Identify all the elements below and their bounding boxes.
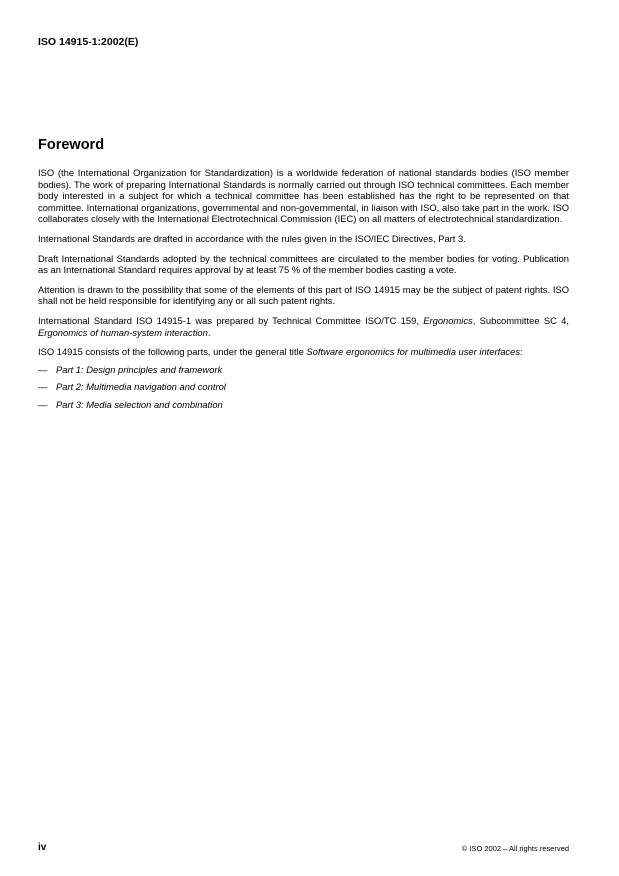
list-item: [38, 364, 569, 376]
paragraph-voting: Draft International Standards adopted by the technical committees are circulated to the member bodies for voting. Publication as an International Standard requires approval by at least 75 % of the member bodies casting a vote.: [38, 252, 569, 276]
parts-intro-general-title: Software ergonomics for multimedia user interfaces: [306, 346, 521, 358]
foreword-body: [38, 167, 569, 417]
tc-text-a: International Standard ISO 14915-1 was prepared by Technical Committee ISO/TC 159,: [38, 314, 424, 326]
paragraph-technical-committee: [38, 315, 569, 338]
part-1-title: Part 1: Design principles and framework: [56, 363, 223, 375]
paragraph-iso-federation: ISO (the International Organization for Standardization) is a worldwide federation of national standards bodies (ISO member bodies). The work of preparing International Standards is normally carried out through ISO technical committees. Each member body interested in a subject for which a technical committee has been established has the right to be represented on that committee. International organizations, governmental and non-governmental, in liaison with ISO, also take part in the work. ISO collaborates closely with the International Electrotechnical Commission (IEC) on all matters of electrotechnical standardization.: [38, 167, 569, 225]
list-dash: —: [38, 381, 48, 393]
paragraph-patent-rights: Attention is drawn to the possibility that some of the elements of this part of ISO 14915 may be the subject of patent rights. ISO shall not be held responsible for identifying any or all such patent rights.: [38, 283, 569, 307]
parts-intro-text: ISO 14915 consists of the following parts, under the general title: [38, 346, 307, 358]
tc-text-b: , Subcommittee SC 4,: [472, 314, 569, 326]
parts-intro-colon: :: [520, 346, 523, 358]
part-2-title: Part 2: Multimedia navigation and control: [56, 381, 226, 393]
list-item: [38, 381, 569, 393]
list-item: [38, 399, 569, 411]
tc-text-c: .: [207, 326, 211, 338]
tc-italic-ergonomics: Ergonomics: [423, 314, 473, 326]
page-title: Foreword: [38, 137, 105, 153]
tc-italic-subcommittee: Ergonomics of human-system interaction: [38, 326, 208, 338]
document-id: ISO 14915-1:2002(E): [38, 36, 139, 48]
part-3-title: Part 3: Media selection and combination: [56, 398, 223, 410]
page-number: iv: [38, 842, 47, 853]
paragraph-drafting-rules: International Standards are drafted in accordance with the rules given in the ISO/IEC Directives, Part 3.: [38, 232, 466, 244]
paragraph-parts-intro: [38, 346, 569, 358]
copyright-notice: © ISO 2002 – All rights reserved: [461, 844, 569, 853]
list-dash: —: [38, 398, 48, 410]
list-dash: —: [38, 363, 48, 375]
